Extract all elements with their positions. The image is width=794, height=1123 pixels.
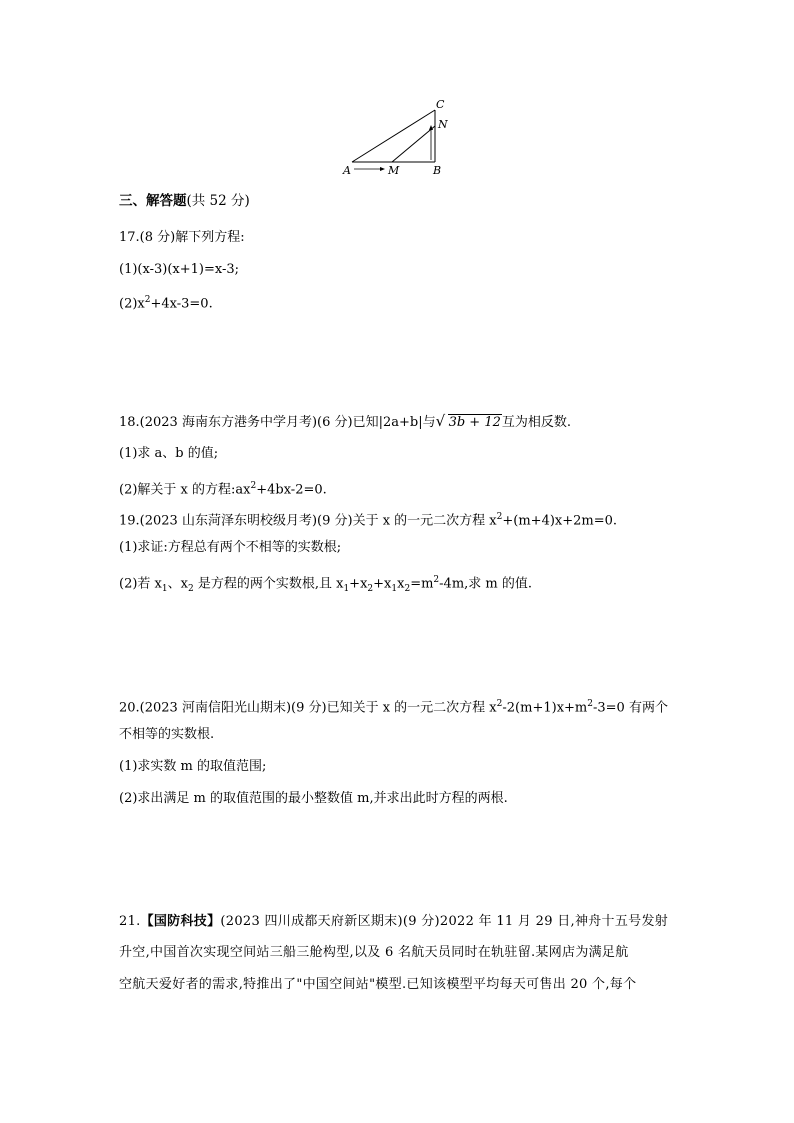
label-b: B	[433, 164, 442, 177]
arrowhead-am	[380, 167, 385, 171]
q18-part1: (1)求 a、b 的值;	[119, 446, 219, 461]
section-score: (共 52 分)	[186, 193, 250, 209]
section-heading	[119, 191, 250, 211]
q17-part2: $(2)x^2+4x-3=0$.	[119, 295, 213, 312]
section-title: 三、解答题	[119, 193, 187, 209]
q21-line2: 升空,中国首次实现空间站三船三舱构型,以及 6 名航天员同时在轨驻留.某网店为满足航	[119, 945, 629, 960]
segment-mn	[392, 126, 435, 162]
q19-part2: (2)若 $x_1$、$x_2$ 是方程的两个实数根,且 $x_1+x_2+x_1x_2=m^2-4m$,求 m 的值.	[119, 575, 533, 594]
label-m: M	[388, 164, 400, 177]
q21-number: 21.	[119, 914, 141, 929]
sqrt-expression: √ 3b + 12	[435, 412, 501, 430]
q18-heading: 18.(2023 海南东方港务中学月考)(6 分)已知|2a+b|与 √ 3b + 12互为相反数.	[119, 413, 571, 433]
label-c: C	[436, 98, 445, 111]
q21-tag: 【国防科技】	[140, 914, 221, 929]
q17-part1: (1)(x-3)(x+1)=x-3;	[119, 262, 240, 277]
triangle-figure	[340, 98, 460, 178]
label-a: A	[343, 164, 351, 177]
label-n: N	[438, 118, 448, 131]
q20-heading-cont: 不相等的实数根.	[119, 727, 215, 742]
q17-heading: 17.(8 分)解下列方程:	[119, 230, 245, 245]
q21-line3: 空航天爱好者的需求,特推出了"中国空间站"模型.已知该模型平均每天可售出 20 个,每个	[119, 977, 637, 992]
q20-part1: (1)求实数 m 的取值范围;	[119, 759, 267, 774]
q20-part2: (2)求出满足 m 的取值范围的最小整数值 m,并求出此时方程的两根.	[119, 791, 508, 806]
q19-heading: 19.(2023 山东菏泽东明校级月考)(9 分)关于 x 的一元二次方程 $x^2+(m+4)x+2m=0$.	[119, 512, 618, 529]
q21-line1: 21.【国防科技】(2023 四川成都天府新区期末)(9 分)2022 年 11 月 29 日,神舟十五号发射	[119, 914, 669, 929]
q19-part1: (1)求证:方程总有两个不相等的实数根;	[119, 540, 342, 555]
arrowhead-bn	[429, 125, 433, 130]
q20-heading: 20.(2023 河南信阳光山期末)(9 分)已知关于 x 的一元二次方程 $x^2-2(m+1)x+m^2-3=0$ 有两个	[119, 699, 668, 716]
q18-part2: (2)解关于 x 的方程$:ax^2+4bx-2=0$.	[119, 481, 327, 498]
